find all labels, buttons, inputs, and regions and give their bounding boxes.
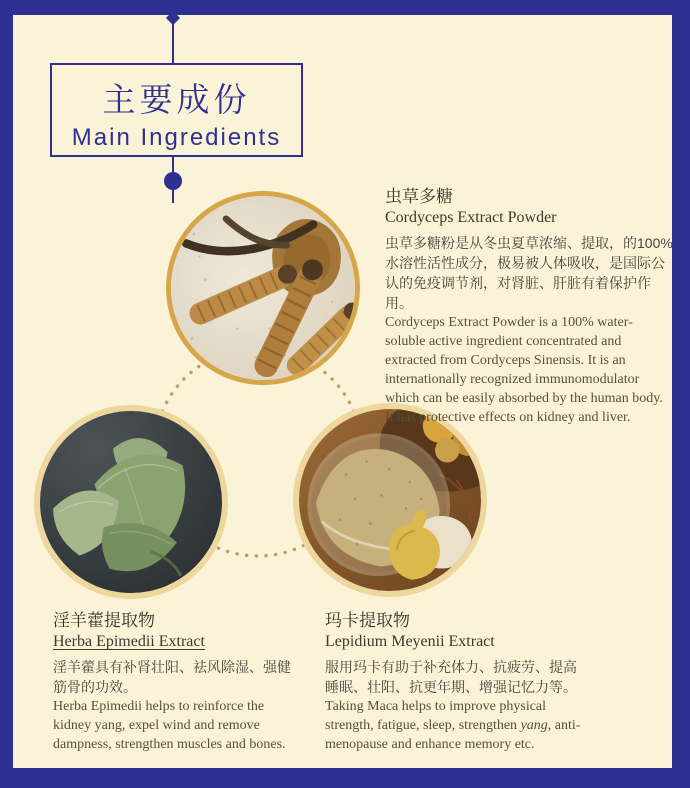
photo-epimedii	[34, 405, 228, 599]
maca-name-en: Lepidium Meyenii Extract	[325, 633, 495, 650]
connector-dot-icon	[164, 172, 182, 190]
maca-photo-illustration	[299, 409, 481, 591]
photo-cordyceps	[166, 191, 360, 385]
epimedii-desc-en: Herba Epimedii helps to reinforce the kidney yang, expel wind and remove dampness, strengthen muscles and bones.	[53, 699, 286, 752]
title-box	[50, 63, 303, 157]
epimedii-photo-illustration	[40, 411, 222, 593]
maca-desc-en-after: , anti-menopause and enhance memory etc.	[325, 718, 581, 752]
cordyceps-desc-en: Cordyceps Extract Powder is a 100% water-soluble active ingredient concentrated and extracted from Cordyceps Sinensis. It is an internationally recognized immunomodulator which can be easily absorbed by the human body. It has protective effects on kidney and liver.	[385, 315, 663, 425]
maca-desc-en	[325, 697, 587, 754]
page-title-en: Main Ingredients	[71, 124, 282, 151]
page-title-zh: 主要成份	[102, 81, 251, 118]
ingredient-section-epimedii	[53, 610, 301, 754]
maca-desc-en-italic: yang	[520, 718, 548, 733]
maca-name-zh: 玛卡提取物	[325, 611, 410, 630]
maca-desc-en-before: Taking Maca helps to improve physical strength, fatigue, sleep, strengthen	[325, 699, 547, 733]
cordyceps-name-en: Cordyceps Extract Powder	[385, 209, 557, 226]
photo-maca	[293, 403, 487, 597]
ingredient-section-cordyceps	[385, 186, 673, 427]
epimedii-name-en: Herba Epimedii Extract	[53, 633, 205, 650]
maca-desc-zh: 服用玛卡有助于补充体力、抗疲劳、提高睡眠、壮阳、抗更年期、增强记忆力等。	[325, 659, 577, 695]
cordyceps-photo-illustration	[171, 196, 355, 380]
epimedii-name-zh: 淫羊藿提取物	[53, 611, 155, 630]
cordyceps-name-zh: 虫草多糖	[385, 187, 453, 206]
ingredient-section-maca	[325, 610, 587, 754]
epimedii-desc-zh: 淫羊藿具有补肾壮阳、祛风除湿、强健筋骨的功效。	[53, 659, 291, 695]
cordyceps-desc-zh: 虫草多糖粉是从冬虫夏草浓缩、提取，的100%水溶性活性成分，极易被人体吸收，是国际公认的免疫调节剂，对肾脏、肝脏有着保护作用。	[385, 235, 673, 311]
